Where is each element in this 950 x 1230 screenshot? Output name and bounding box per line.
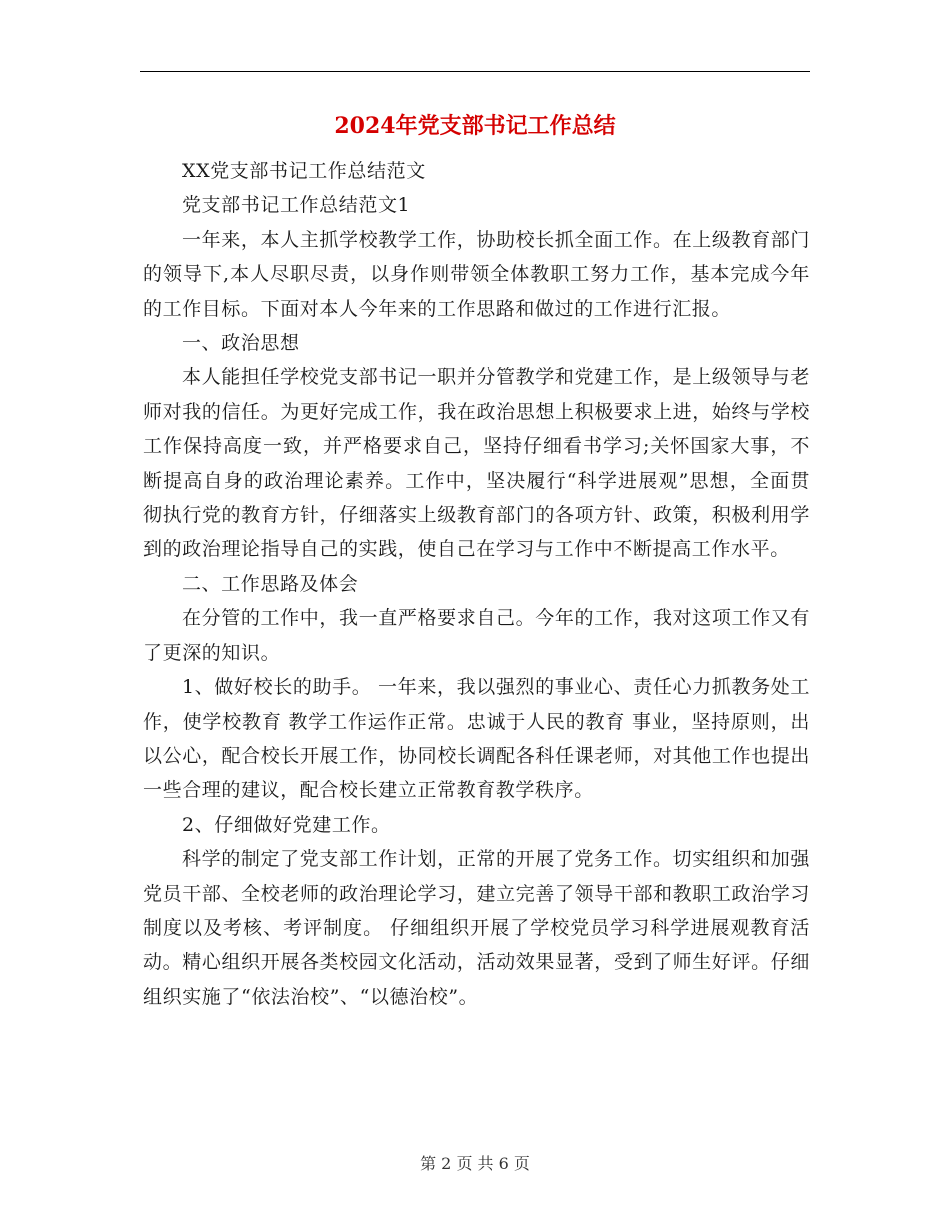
paragraph-assistant: 1、做好校长的助手。 一年来，我以强烈的事业心、责任心力抓教务处工作，使学校教育 教学工作运作正常。忠诚于人民的教育 事业，坚持原则，出以公心，配合校长开展工作，协同校长调配各科任课老师，对其他工作也提出一些合理的建议，配合校长建立正常教育教学秩序。: [143, 676, 810, 802]
heading-work-approach: 二、工作思路及体会: [181, 572, 359, 595]
paragraph-party-building: 科学的制定了党支部工作计划，正常的开展了党务工作。切实组织和加强党员干部、全校老师的政治理论学习，建立完善了领导干部和教职工政治学习制度以及考核、考评制度。 仔细组织开展了学校党员学习科学进展观教育活动。精心组织开展各类校园文化活动，活动效果显著，受到了师生好评。仔细组织实施了“依法治校”、“以德治校”。: [143, 848, 810, 1008]
paragraph-work-approach: 在分管的工作中，我一直严格要求自己。今年的工作，我对这项工作又有了更深的知识。: [143, 607, 810, 664]
subtitle-line: XX党支部书记工作总结范文: [181, 160, 426, 182]
heading-political-thought: 一、政治思想: [181, 332, 300, 355]
section-title-1: 党支部书记工作总结范文1: [181, 194, 411, 217]
document-body: [143, 154, 810, 1014]
page-number: 第 2 页 共 6 页: [420, 1154, 530, 1173]
document-title: 2024年党支部书记工作总结: [334, 113, 616, 139]
heading-party-building: 2、仔细做好党建工作。: [181, 813, 391, 836]
paragraph-intro: 一年来，本人主抓学校教学工作，协助校长抓全面工作。在上级教育部门的领导下,本人尽职尽责，以身作则带领全体教职工努力工作，基本完成今年的工作目标。下面对本人今年来的工作思路和做过的工作进行汇报。: [143, 228, 810, 320]
paragraph-political-thought: 本人能担任学校党支部书记一职并分管教学和党建工作，是上级领导与老师对我的信任。为更好完成工作，我在政治思想上积极要求上进，始终与学校工作保持高度一致，并严格要求自己，坚持仔细看书学习;关怀国家大事，不断提高自身的政治理论素养。工作中，坚决履行“科学进展观”思想，全面贯彻执行党的教育方针，仔细落实上级教育部门的各项方针、政策，积极利用学到的政治理论指导自己的实践，使自己在学习与工作中不断提高工作水平。: [143, 366, 810, 561]
header-rule: [140, 71, 810, 72]
